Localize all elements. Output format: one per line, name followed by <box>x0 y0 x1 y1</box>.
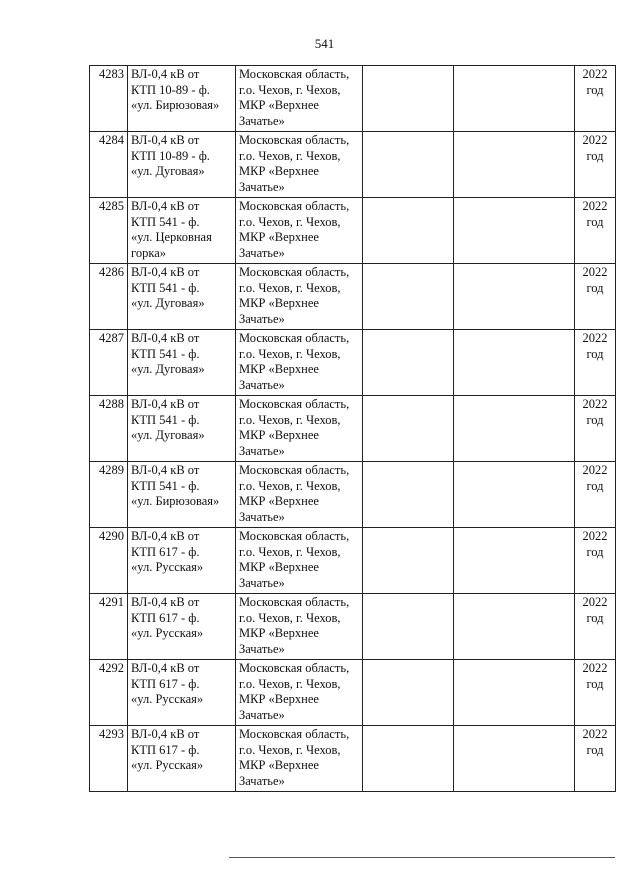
object-name: ВЛ-0,4 кВ от КТП 10-89 - ф. «ул. Бирюзовая» <box>128 66 236 132</box>
empty-cell <box>454 330 575 396</box>
commission-year: 2022 год <box>575 198 616 264</box>
row-number: 4283 <box>90 66 128 132</box>
empty-cell <box>363 132 454 198</box>
row-number: 4290 <box>90 528 128 594</box>
commission-year: 2022 год <box>575 66 616 132</box>
object-address: Московская область, г.о. Чехов, г. Чехов, МКР «Верхнее Зачатье» <box>236 660 363 726</box>
empty-cell <box>363 198 454 264</box>
object-name: ВЛ-0,4 кВ от КТП 10-89 - ф. «ул. Дуговая» <box>128 132 236 198</box>
commission-year: 2022 год <box>575 726 616 792</box>
commission-year: 2022 год <box>575 660 616 726</box>
table-row <box>90 396 616 462</box>
empty-cell <box>363 660 454 726</box>
row-number: 4287 <box>90 330 128 396</box>
empty-cell <box>454 528 575 594</box>
object-address: Московская область, г.о. Чехов, г. Чехов, МКР «Верхнее Зачатье» <box>236 198 363 264</box>
object-name: ВЛ-0,4 кВ от КТП 617 - ф. «ул. Русская» <box>128 528 236 594</box>
table-row <box>90 528 616 594</box>
object-address: Московская область, г.о. Чехов, г. Чехов, МКР «Верхнее Зачатье» <box>236 528 363 594</box>
object-name: ВЛ-0,4 кВ от КТП 541 - ф. «ул. Бирюзовая» <box>128 462 236 528</box>
object-name: ВЛ-0,4 кВ от КТП 541 - ф. «ул. Дуговая» <box>128 396 236 462</box>
page-number: 541 <box>314 36 335 51</box>
table-row <box>90 660 616 726</box>
object-address: Московская область, г.о. Чехов, г. Чехов, МКР «Верхнее Зачатье» <box>236 66 363 132</box>
empty-cell <box>363 594 454 660</box>
commission-year: 2022 год <box>575 132 616 198</box>
empty-cell <box>454 66 575 132</box>
commission-year: 2022 год <box>575 330 616 396</box>
empty-cell <box>454 198 575 264</box>
empty-cell <box>363 66 454 132</box>
object-address: Московская область, г.о. Чехов, г. Чехов, МКР «Верхнее Зачатье» <box>236 132 363 198</box>
row-number: 4285 <box>90 198 128 264</box>
commission-year: 2022 год <box>575 594 616 660</box>
object-name: ВЛ-0,4 кВ от КТП 541 - ф. «ул. Церковная горка» <box>128 198 236 264</box>
empty-cell <box>363 726 454 792</box>
object-name: ВЛ-0,4 кВ от КТП 617 - ф. «ул. Русская» <box>128 726 236 792</box>
empty-cell <box>454 594 575 660</box>
empty-cell <box>363 396 454 462</box>
footer-rule <box>229 857 615 858</box>
empty-cell <box>363 528 454 594</box>
object-address: Московская область, г.о. Чехов, г. Чехов, МКР «Верхнее Зачатье» <box>236 396 363 462</box>
registry-table <box>89 65 616 792</box>
empty-cell <box>454 660 575 726</box>
row-number: 4288 <box>90 396 128 462</box>
commission-year: 2022 год <box>575 396 616 462</box>
table-row <box>90 132 616 198</box>
row-number: 4292 <box>90 660 128 726</box>
object-address: Московская область, г.о. Чехов, г. Чехов, МКР «Верхнее Зачатье» <box>236 264 363 330</box>
row-number: 4293 <box>90 726 128 792</box>
empty-cell <box>363 330 454 396</box>
commission-year: 2022 год <box>575 528 616 594</box>
table-row <box>90 66 616 132</box>
object-name: ВЛ-0,4 кВ от КТП 617 - ф. «ул. Русская» <box>128 660 236 726</box>
table-row <box>90 264 616 330</box>
empty-cell <box>454 132 575 198</box>
table-row <box>90 462 616 528</box>
object-name: ВЛ-0,4 кВ от КТП 541 - ф. «ул. Дуговая» <box>128 330 236 396</box>
empty-cell <box>363 462 454 528</box>
object-address: Московская область, г.о. Чехов, г. Чехов, МКР «Верхнее Зачатье» <box>236 462 363 528</box>
empty-cell <box>454 462 575 528</box>
object-address: Московская область, г.о. Чехов, г. Чехов, МКР «Верхнее Зачатье» <box>236 726 363 792</box>
empty-cell <box>454 726 575 792</box>
empty-cell <box>454 264 575 330</box>
empty-cell <box>363 264 454 330</box>
table-row <box>90 594 616 660</box>
row-number: 4291 <box>90 594 128 660</box>
row-number: 4286 <box>90 264 128 330</box>
row-number: 4284 <box>90 132 128 198</box>
commission-year: 2022 год <box>575 264 616 330</box>
object-name: ВЛ-0,4 кВ от КТП 541 - ф. «ул. Дуговая» <box>128 264 236 330</box>
table-row <box>90 726 616 792</box>
object-address: Московская область, г.о. Чехов, г. Чехов, МКР «Верхнее Зачатье» <box>236 330 363 396</box>
object-address: Московская область, г.о. Чехов, г. Чехов, МКР «Верхнее Зачатье» <box>236 594 363 660</box>
table-row <box>90 198 616 264</box>
object-name: ВЛ-0,4 кВ от КТП 617 - ф. «ул. Русская» <box>128 594 236 660</box>
commission-year: 2022 год <box>575 462 616 528</box>
table-row <box>90 330 616 396</box>
empty-cell <box>454 396 575 462</box>
row-number: 4289 <box>90 462 128 528</box>
